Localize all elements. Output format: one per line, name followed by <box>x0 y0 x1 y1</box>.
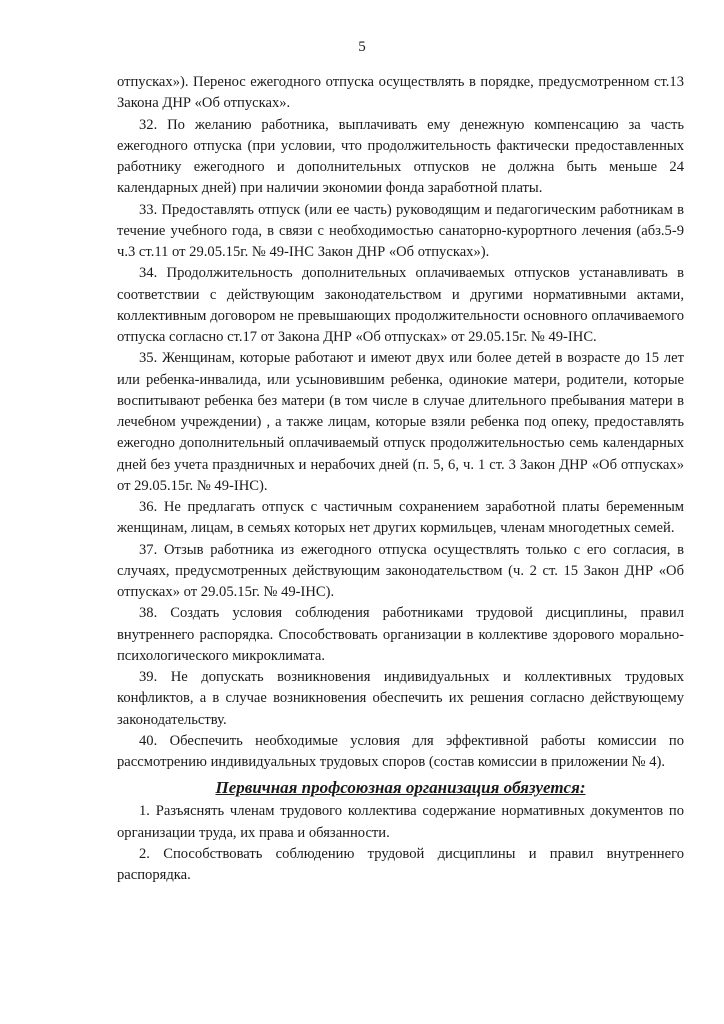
paragraph-35: 35. Женщинам, которые работают и имеют двух или более детей в возрасте до 15 лет или ребенка-инвалида, или усыновившим ребенка, одинокие матери, родители, которые воспитывают ребенка без матери (в том числе в случае длительного пребывания матери в лечебном учреждении) , а также лицам, которые взяли ребенка под опеку, предоставлять ежегодно дополнительный оплачиваемый отпуск продолжительностью семь календарных дней без учета праздничных и нерабочих дней (п. 5, 6, ч. 1 ст. 3 Закон ДНР «Об отпусках» от 29.05.15г. № 49-IНС). <box>117 350 684 494</box>
paragraph-33: 33. Предоставлять отпуск (или ее часть) руководящим и педагогическим работникам в течение учебного года, в связи с необходимостью санаторно-курортного лечения (абз.5-9 ч.3 ст.11 от 29.05.15г. № 49-IНС Закон ДНР «Об отпусках»). <box>117 201 684 260</box>
union-paragraph-2: 2. Способствовать соблюдению трудовой дисциплины и правил внутреннего распорядка. <box>117 845 684 883</box>
paragraph-32: 32. По желанию работника, выплачивать ему денежную компенсацию за часть ежегодного отпуска (при условии, что продолжительность фактически предоставленных работнику ежегодного и дополнительных отпусков не должна быть меньше 24 календарных дней) при наличии экономии фонда заработной платы. <box>117 116 684 197</box>
paragraph-39: 39. Не допускать возникновения индивидуальных и коллективных трудовых конфликтов, а в случае возникновения обеспечить их решения согласно действующему законодательству. <box>117 669 684 728</box>
paragraph-36: 36. Не предлагать отпуск с частичным сохранением заработной платы беременным женщинам, лицам, в семьях которых нет других кормильцев, членам многодетных семей. <box>117 499 684 537</box>
document-body <box>117 72 684 886</box>
page-number: 5 <box>358 39 366 55</box>
paragraph-38: 38. Создать условия соблюдения работниками трудовой дисциплины, правил внутреннего распорядка. Способствовать организации в коллективе здорового морально-психологического микроклимата. <box>117 605 684 664</box>
paragraph-31-continuation: отпусках»). Перенос ежегодного отпуска осуществлять в порядке, предусмотренном ст.13 Закона ДНР «Об отпусках». <box>117 74 684 112</box>
section-heading: Первичная профсоюзная организация обязуется: <box>215 778 586 798</box>
paragraph-37: 37. Отзыв работника из ежегодного отпуска осуществлять только с его согласия, в случаях, предусмотренных действующим законодательством (ч. 2 ст. 15 Закон ДНР «Об отпусках» от 29.05.15г. № 49-IНС). <box>117 541 684 600</box>
paragraph-34: 34. Продолжительность дополнительных оплачиваемых отпусков устанавливать в соответствии с действующим законодательством и другими нормативными актами, коллективным договором не превышающих продолжительности основного оплачиваемого отпуска согласно ст.17 от Закона ДНР «Об отпусках» от 29.05.15г. № 49-IНС. <box>117 265 684 345</box>
paragraph-40: 40. Обеспечить необходимые условия для эффективной работы комиссии по рассмотрению индивидуальных трудовых споров (состав комиссии в приложении № 4). <box>117 732 684 770</box>
union-paragraph-1: 1. Разъяснять членам трудового коллектива содержание нормативных документов по организации труда, их права и обязанности. <box>117 803 684 841</box>
